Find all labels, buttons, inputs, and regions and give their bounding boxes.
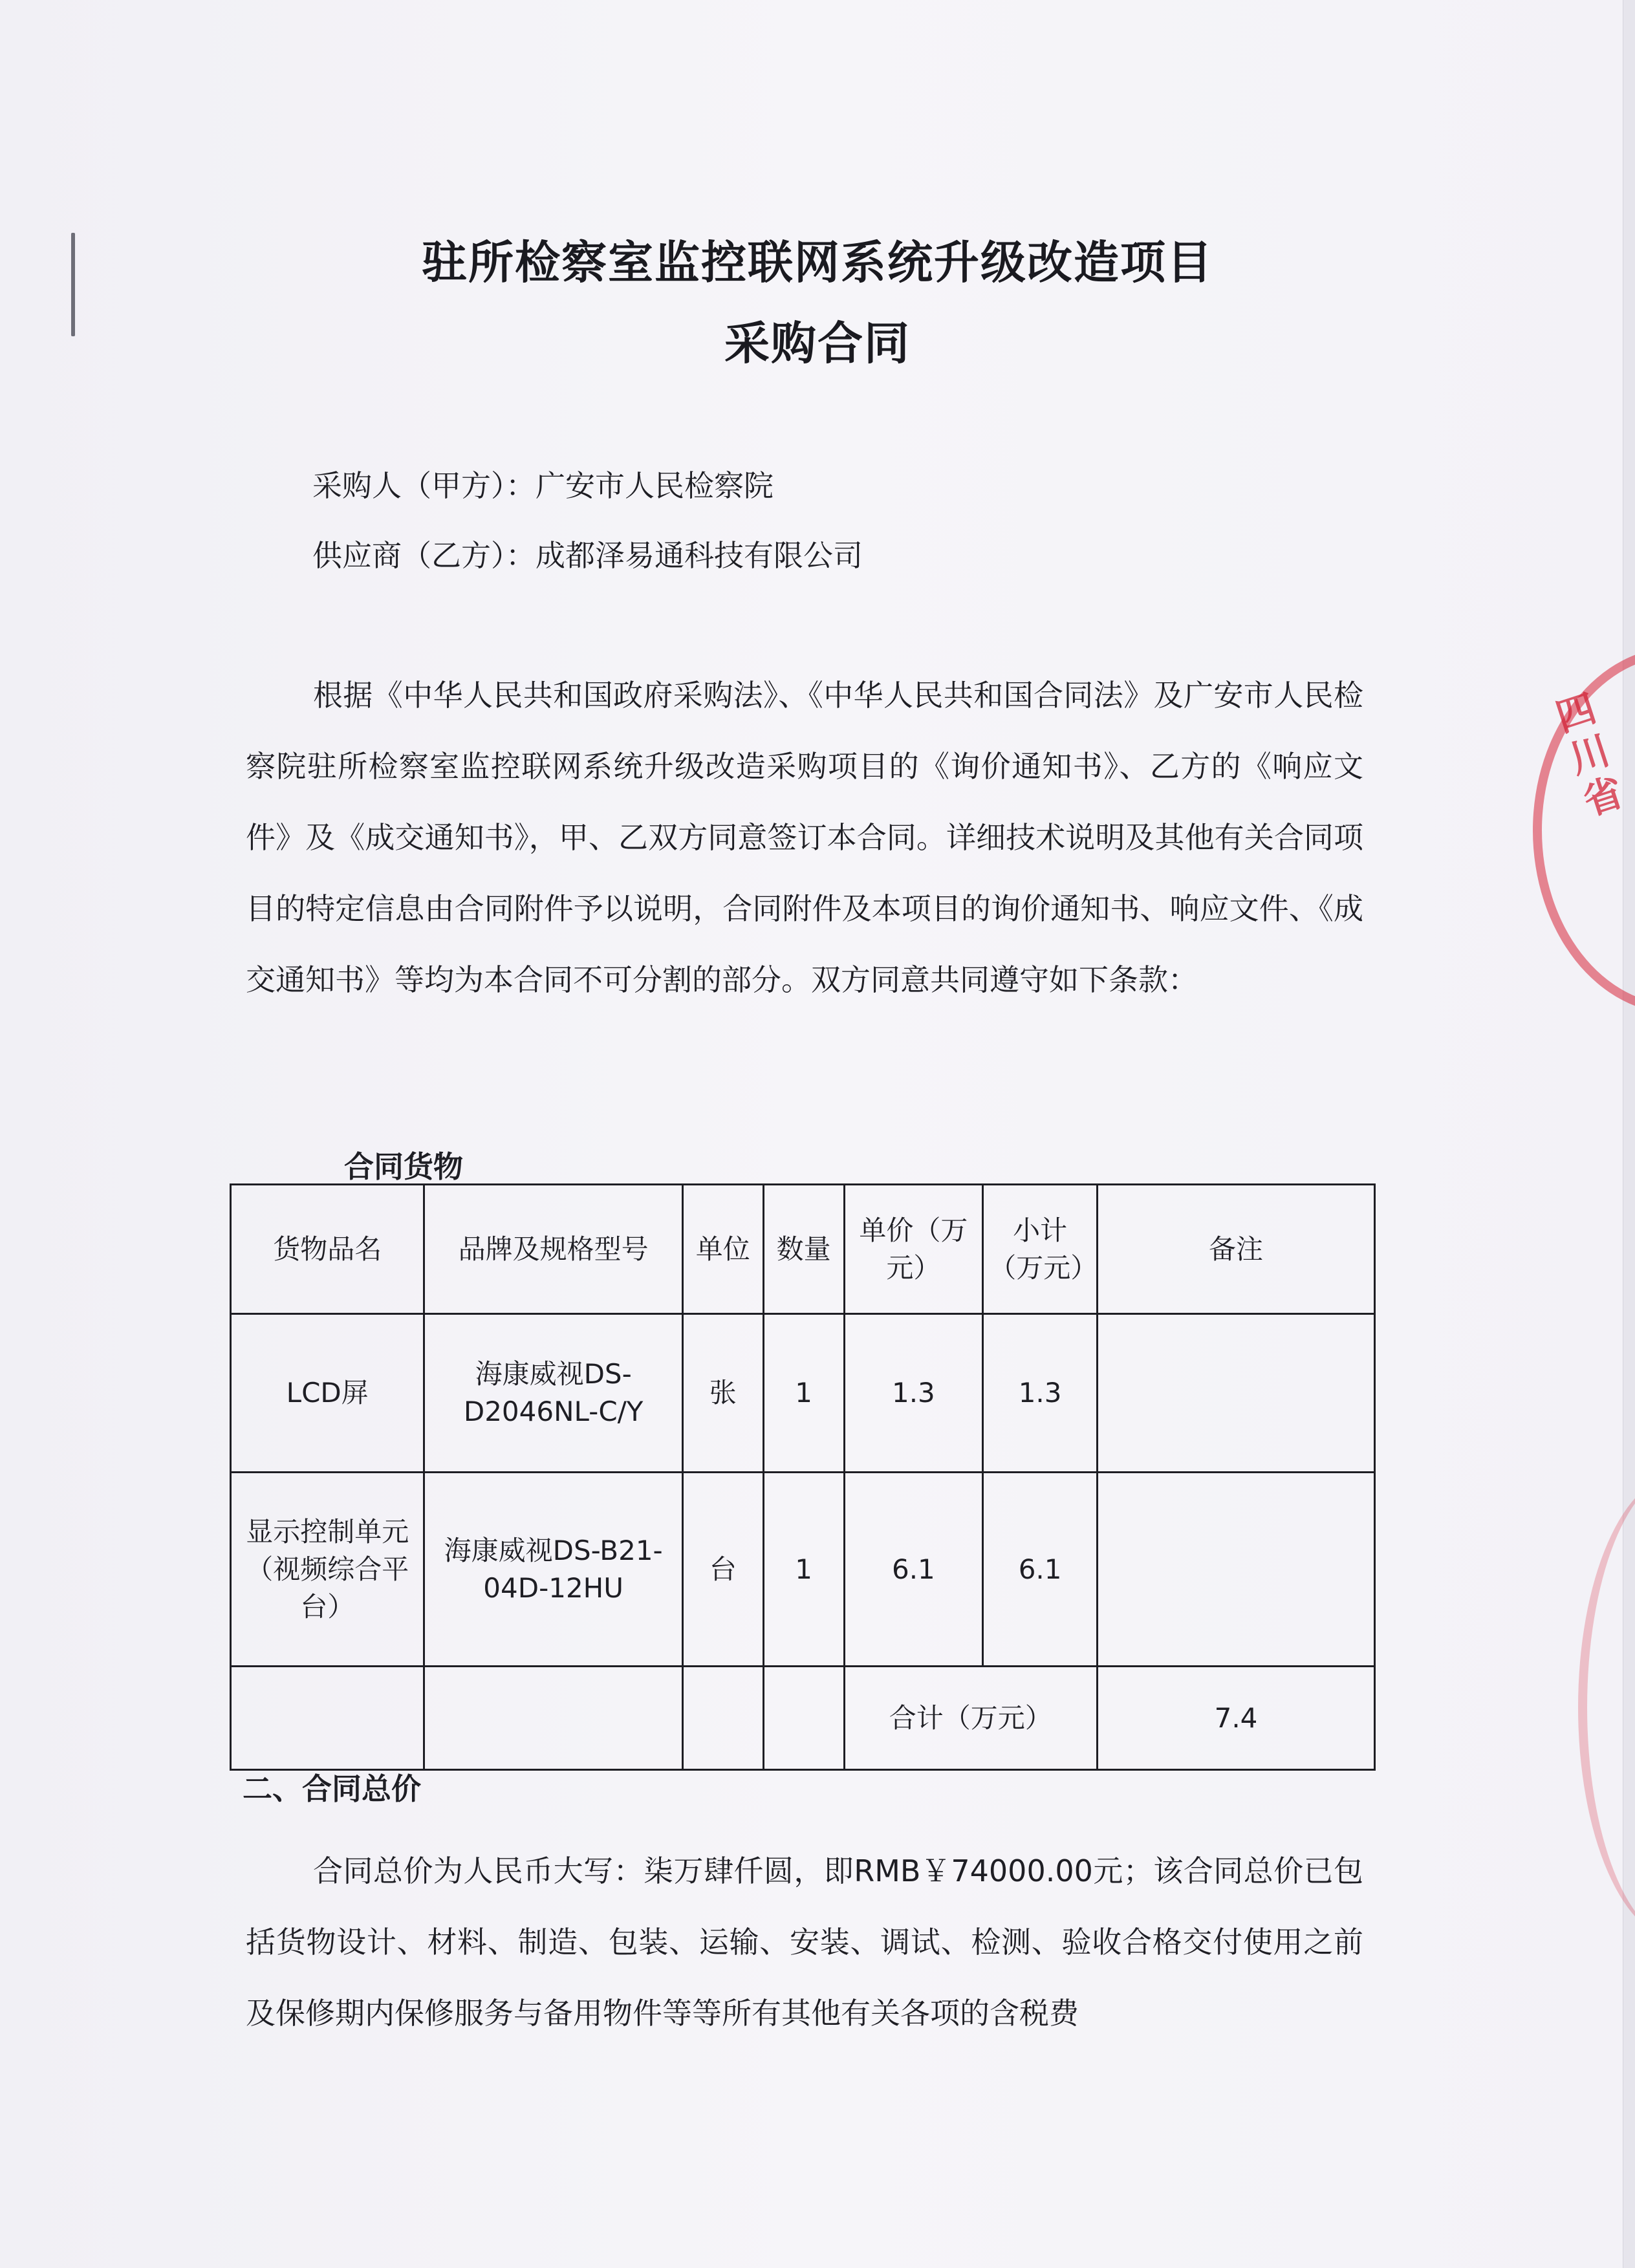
cell-empty	[763, 1667, 844, 1770]
cell-unit-price: 1.3	[844, 1314, 983, 1473]
intro-paragraph: 根据《中华人民共和国政府采购法》、《中华人民共和国合同法》及广安市人民检察院驻所检察室监控联网系统升级改造采购项目的《询价通知书》、乙方的《响应文件》及《成交通知书》，甲、乙双方同意签订本合同。详细技术说明及其他有关合同项目的特定信息由合同附件予以说明，合同附件及本项目的询价通知书、响应文件、《成交通知书》等均为本合同不可分割的部分。双方同意共同遵守如下条款：	[246, 678, 1363, 997]
cell-empty	[424, 1667, 682, 1770]
buyer-line: 采购人（甲方）：广安市人民检察院	[312, 468, 774, 503]
total-value: 7.4	[1097, 1667, 1374, 1770]
section-heading-total-price: 二、合同总价	[243, 1771, 421, 1806]
table-row	[231, 1314, 1375, 1473]
document-title: 驻所检察室监控联网系统升级改造项目	[422, 236, 1213, 289]
cell-qty: 1	[763, 1473, 844, 1667]
goods-section-label: 合同货物	[344, 1149, 463, 1184]
header-unit-price: 单价（万元）	[844, 1185, 983, 1314]
cell-remark	[1097, 1314, 1374, 1473]
supplier-line: 供应商（乙方）：成都泽易通科技有限公司	[312, 538, 863, 573]
header-subtotal: 小计（万元）	[983, 1185, 1098, 1314]
header-unit: 单位	[682, 1185, 763, 1314]
document-subtitle: 采购合同	[724, 317, 911, 370]
cell-name: 显示控制单元（视频综合平台）	[231, 1473, 424, 1667]
goods-table	[230, 1183, 1376, 1771]
cell-name: LCD屏	[231, 1314, 424, 1473]
cell-subtotal: 6.1	[983, 1473, 1098, 1667]
cell-subtotal: 1.3	[983, 1314, 1098, 1473]
cell-brand-model: 海康威视DS-D2046NL-C/Y	[424, 1314, 682, 1473]
cell-empty	[231, 1667, 424, 1770]
table-row	[231, 1473, 1375, 1667]
cell-remark	[1097, 1473, 1374, 1667]
cell-qty: 1	[763, 1314, 844, 1473]
cell-unit-price: 6.1	[844, 1473, 983, 1667]
cell-empty	[682, 1667, 763, 1770]
table-total-row	[231, 1667, 1375, 1770]
header-qty: 数量	[763, 1185, 844, 1314]
stamp-text: 四川省	[1550, 686, 1629, 825]
cell-unit: 台	[682, 1473, 763, 1667]
header-name: 货物品名	[231, 1185, 424, 1314]
header-remark: 备注	[1097, 1185, 1374, 1314]
total-price-paragraph: 合同总价为人民币大写：柒万肆仟圆，即RMB￥74000.00元；该合同总价已包括货物设计、材料、制造、包装、运输、安装、调试、检测、验收合格交付使用之前及保修期内保修服务与备用物件等等所有其他有关各项的含税费	[246, 1853, 1363, 2031]
total-label: 合计（万元）	[844, 1667, 1097, 1770]
cell-brand-model: 海康威视DS-B21-04D-12HU	[424, 1473, 682, 1667]
header-brand-model: 品牌及规格型号	[424, 1185, 682, 1314]
cell-unit: 张	[682, 1314, 763, 1473]
table-header-row	[231, 1185, 1375, 1314]
